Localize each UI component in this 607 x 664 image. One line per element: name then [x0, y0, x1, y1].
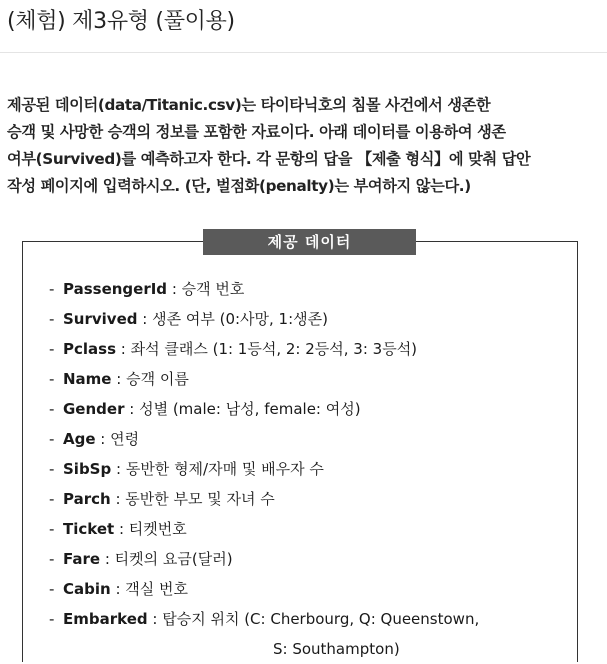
- field-name: Name: [63, 370, 112, 388]
- field-name: SibSp: [63, 460, 112, 478]
- provided-data-box: [22, 233, 578, 662]
- field-description: : 연령: [95, 430, 140, 448]
- field-dash: -: [49, 490, 55, 508]
- instruction-line: 제공된 데이터(data/Titanic.csv)는 타이타닉호의 침몰 사건에서 생존한: [7, 96, 491, 114]
- field-item-embarked: [49, 604, 479, 634]
- field-description: : 티켓의 요금(달러): [100, 550, 233, 568]
- field-dash: -: [49, 580, 55, 598]
- field-item-name: [49, 364, 479, 394]
- field-description: : 동반한 부모 및 자녀 수: [110, 490, 275, 508]
- field-item-gender: [49, 394, 479, 424]
- field-name: Fare: [63, 550, 101, 568]
- field-item-survived: [49, 304, 479, 334]
- field-name: Survived: [63, 310, 138, 328]
- field-item-embarked-continuation: S: Southampton): [273, 640, 400, 658]
- field-list: [49, 274, 479, 664]
- field-name: Parch: [63, 490, 111, 508]
- header-divider: [0, 52, 607, 53]
- page-title: (체험) 제3유형 (풀이용): [7, 9, 235, 34]
- field-dash: -: [49, 610, 55, 628]
- field-item-cabin: [49, 574, 479, 604]
- field-name: PassengerId: [63, 280, 168, 298]
- field-description: : 성별 (male: 남성, female: 여성): [124, 400, 361, 418]
- field-description: : 생존 여부 (0:사망, 1:생존): [137, 310, 328, 328]
- field-dash: -: [49, 550, 55, 568]
- instructions-paragraph: [7, 92, 603, 200]
- field-description: : 승객 이름: [111, 370, 189, 388]
- field-description: : 동반한 형제/자매 및 배우자 수: [111, 460, 324, 478]
- field-dash: -: [49, 340, 55, 358]
- field-name: Ticket: [63, 520, 115, 538]
- instruction-line: 승객 및 사망한 승객의 정보를 포함한 자료이다. 아래 데이터를 이용하여 생존: [7, 123, 506, 141]
- field-item-passengerid: [49, 274, 479, 304]
- field-name: Age: [63, 430, 96, 448]
- field-item-sibsp: [49, 454, 479, 484]
- field-item-parch: [49, 484, 479, 514]
- field-name: Gender: [63, 400, 125, 418]
- field-item-age: [49, 424, 479, 454]
- field-item-pclass: [49, 334, 479, 364]
- instruction-line: 작성 페이지에 입력하시오. (단, 벌점화(penalty)는 부여하지 않는다.): [7, 177, 471, 195]
- field-name: Pclass: [63, 340, 117, 358]
- field-description: : 탑승지 위치 (C: Cherbourg, Q: Queenstown,: [147, 610, 480, 628]
- field-description: : 승객 번호: [167, 280, 245, 298]
- field-dash: -: [49, 460, 55, 478]
- field-dash: -: [49, 430, 55, 448]
- field-description: : 티켓번호: [114, 520, 187, 538]
- field-item-ticket: [49, 514, 479, 544]
- field-item-fare: [49, 544, 479, 574]
- field-description: : 좌석 클래스 (1: 1등석, 2: 2등석, 3: 3등석): [116, 340, 418, 358]
- field-dash: -: [49, 370, 55, 388]
- field-dash: -: [49, 310, 55, 328]
- field-name: Cabin: [63, 580, 111, 598]
- field-dash: -: [49, 520, 55, 538]
- field-dash: -: [49, 280, 55, 298]
- instruction-line: 여부(Survived)를 예측하고자 한다. 각 문항의 답을 【제출 형식】에 맞춰 답안: [7, 150, 531, 168]
- field-dash: -: [49, 400, 55, 418]
- data-box-title: 제공 데이터: [203, 229, 416, 255]
- field-name: Embarked: [63, 610, 148, 628]
- field-description: : 객실 번호: [110, 580, 189, 598]
